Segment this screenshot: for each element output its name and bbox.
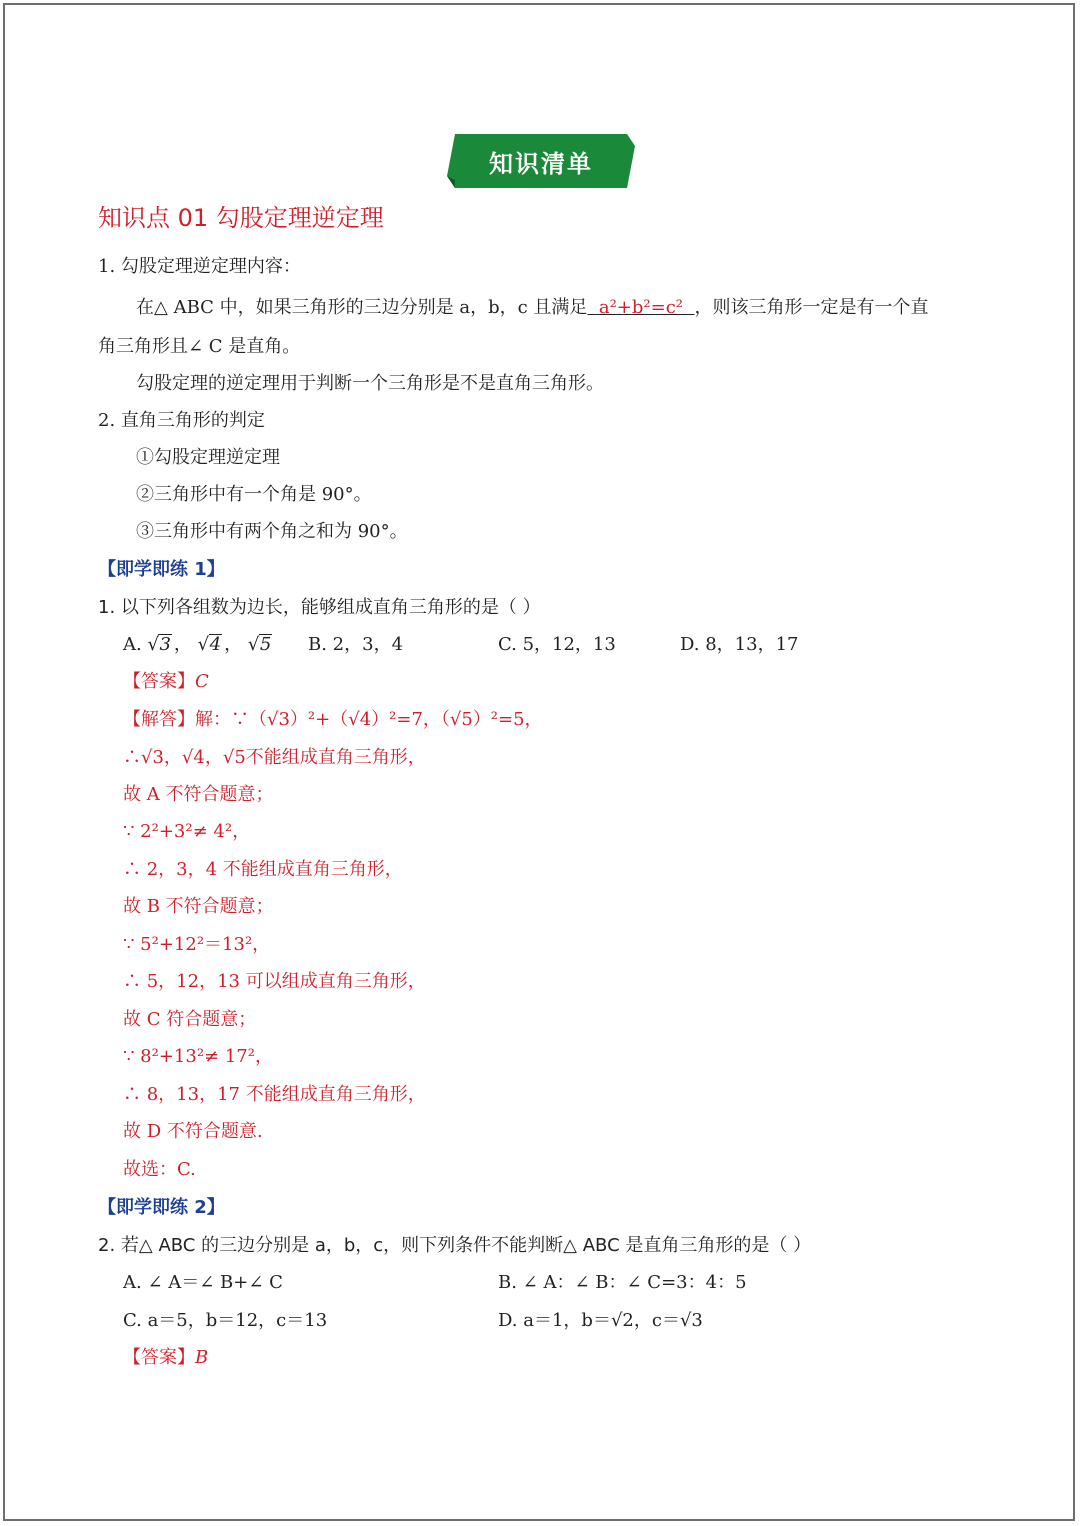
solution-line-3: 故 A 不符合题意； bbox=[123, 784, 274, 805]
criterion-1: ①勾股定理逆定理 bbox=[136, 447, 280, 468]
banner-title: 知识清单 bbox=[489, 149, 593, 178]
practice-2-title: 【即学即练 2】 bbox=[98, 1197, 225, 1218]
solution-text: 解：∵（√3）²+（√4）²=7，（√5）²=5， bbox=[195, 709, 543, 730]
option-a-label: A. bbox=[123, 634, 142, 655]
practice-1-option-d: D. 8，13，17 bbox=[680, 634, 799, 655]
practice-2-option-a: A. ∠ A＝∠ B+∠ C bbox=[123, 1272, 283, 1293]
solution-line-5: ∴ 2，3，4 不能组成直角三角形， bbox=[123, 859, 403, 880]
sqrt-4: √ 4 bbox=[198, 633, 222, 657]
practice-1-title: 【即学即练 1】 bbox=[98, 559, 225, 580]
practice-1-question: 1. 以下列各组数为边长，能够组成直角三角形的是（ ） bbox=[98, 597, 541, 618]
solution-line-9: 故 C 符合题意； bbox=[123, 1009, 257, 1030]
answer-value: C bbox=[195, 671, 209, 692]
point-1-line-2: 角三角形且∠ C 是直角。 bbox=[98, 336, 301, 357]
answer-tag: 【答案】 bbox=[123, 671, 195, 692]
solution-line-8: ∴ 5，12，13 可以组成直角三角形， bbox=[123, 971, 426, 992]
point-1-text-a: 在△ ABC 中，如果三角形的三边分别是 a，b，c 且满足 bbox=[136, 297, 588, 318]
solution-line-12: 故 D 不符合题意. bbox=[123, 1121, 263, 1142]
solution-line-4: ∵ 2²+3²≠ 4²， bbox=[123, 821, 251, 842]
practice-2-question: 2. 若△ ABC 的三边分别是 a，b，c，则下列条件不能判断△ ABC 是直角三角形的是（ ） bbox=[98, 1235, 812, 1256]
sqrt-5: √ 5 bbox=[248, 633, 272, 657]
solution-line-7: ∵ 5²+12²＝13²， bbox=[123, 934, 271, 955]
sqrt-3: √ 3 bbox=[147, 633, 171, 657]
solution-line-10: ∵ 8²+13²≠ 17²， bbox=[123, 1046, 273, 1067]
practice-1-option-b: B. 2，3，4 bbox=[308, 634, 404, 655]
practice-1-answer bbox=[123, 670, 209, 694]
formula: a²+b²=c² bbox=[598, 297, 684, 318]
section-title: 知识点 01 勾股定理逆定理 bbox=[98, 204, 384, 232]
practice-1-option-c: C. 5，12，13 bbox=[498, 634, 616, 655]
solution-line-6: 故 B 不符合题意； bbox=[123, 896, 274, 917]
answer-tag: 【答案】 bbox=[123, 1347, 195, 1368]
criterion-2: ②三角形中有一个角是 90°。 bbox=[136, 484, 372, 505]
answer-value: B bbox=[195, 1347, 209, 1368]
practice-1-option-a: A. √ 3 ， √ 4 ， √ 5 bbox=[123, 633, 274, 657]
point-2-heading: 2. 直角三角形的判定 bbox=[98, 410, 265, 431]
practice-2-option-b: B. ∠ A：∠ B：∠ C=3：4：5 bbox=[498, 1272, 747, 1293]
practice-2-option-c: C. a＝5，b＝12，c＝13 bbox=[123, 1310, 328, 1331]
solution-tag: 【解答】 bbox=[123, 709, 195, 730]
solution-line-11: ∴ 8，13，17 不能组成直角三角形， bbox=[123, 1084, 426, 1105]
point-1-line-3: 勾股定理的逆定理用于判断一个三角形是不是直角三角形。 bbox=[136, 373, 604, 394]
practice-2-answer bbox=[123, 1346, 208, 1370]
section-banner bbox=[447, 134, 635, 188]
practice-2-option-d: D. a＝1，b＝√2，c＝√3 bbox=[498, 1310, 703, 1331]
criterion-3: ③三角形中有两个角之和为 90°。 bbox=[136, 521, 408, 542]
point-1-heading: 1. 勾股定理逆定理内容： bbox=[98, 256, 301, 277]
practice-1-solution-line-1 bbox=[123, 708, 543, 732]
solution-line-2: ∴√3，√4，√5不能组成直角三角形， bbox=[123, 747, 426, 768]
solution-line-13: 故选：C. bbox=[123, 1159, 196, 1180]
formula-blank bbox=[587, 297, 694, 318]
point-1-line-1 bbox=[136, 296, 928, 320]
point-1-text-b: ，则该三角形一定是有一个直 bbox=[694, 297, 929, 318]
